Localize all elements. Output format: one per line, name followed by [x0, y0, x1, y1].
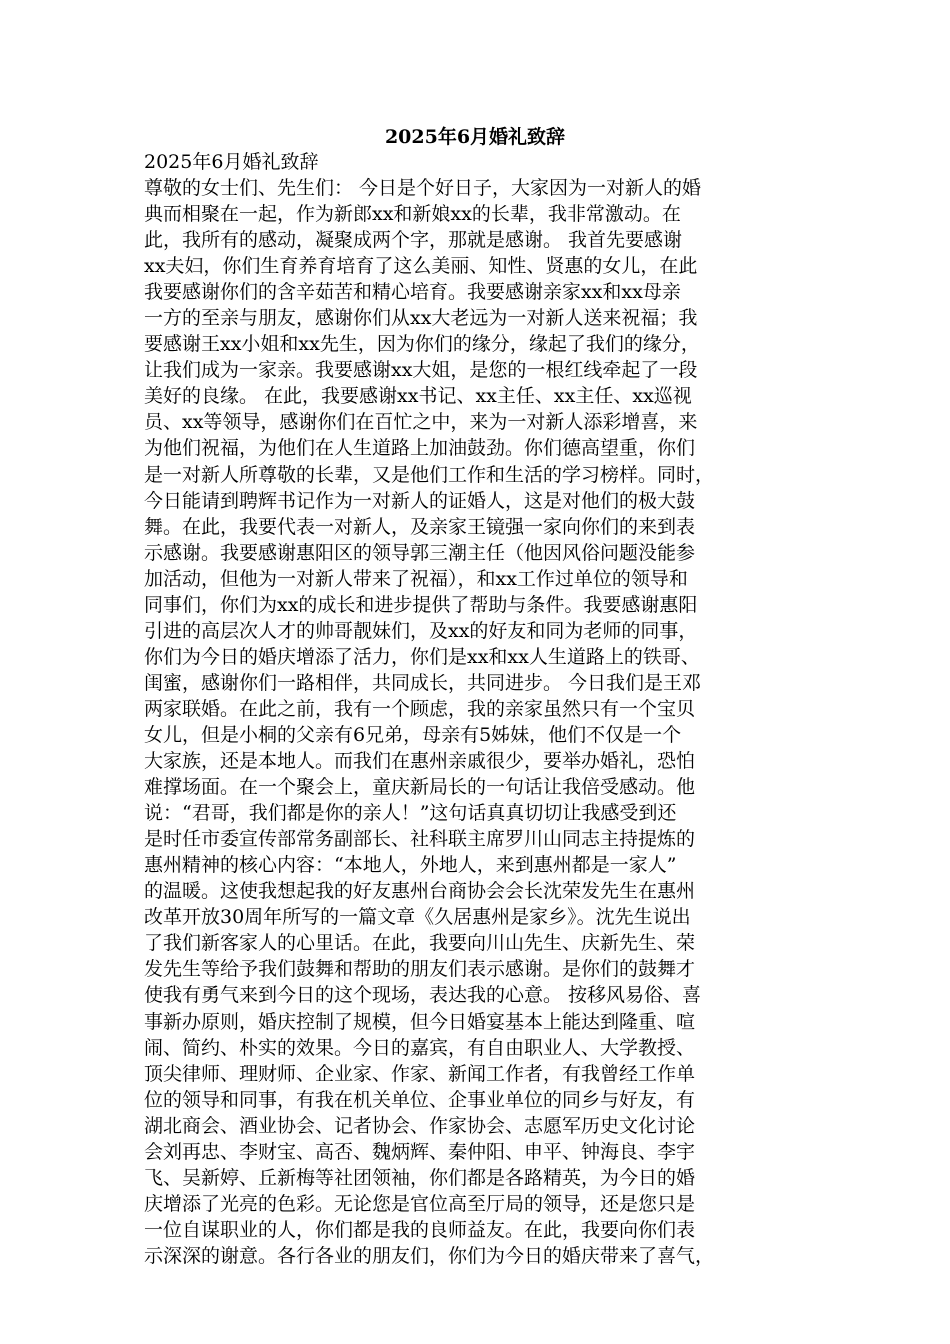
- body-line: 事新办原则，婚庆控制了规模，但今日婚宴基本上能达到隆重、喧: [144, 1010, 696, 1033]
- body-line: 你们为今日的婚庆增添了活力，你们是xx和xx人生道路上的铁哥、: [144, 645, 700, 668]
- body-line: 此，我所有的感动，凝聚成两个字，那就是感谢。 我首先要感谢: [144, 229, 683, 252]
- body-line: 加活动，但他为一对新人带来了祝福），和xx工作过单位的领导和: [144, 567, 688, 590]
- body-line: 舞。在此，我要代表一对新人，及亲家王镜强一家向你们的来到表: [144, 515, 696, 538]
- body-line: 让我们成为一家亲。我要感谢xx大姐，是您的一根红线牵起了一段: [144, 359, 698, 382]
- body-line: 同事们，你们为xx的成长和进步提供了帮助与条件。我要感谢惠阳: [144, 593, 698, 616]
- body-line: 湖北商会、酒业协会、记者协会、作家协会、志愿军历史文化讨论: [144, 1114, 696, 1137]
- body-line: 改革开放30周年所写的一篇文章《久居惠州是家乡》。沈先生说出: [144, 906, 691, 929]
- body-line: 飞、吴新婷、丘新梅等社团领袖，你们都是各路精英，为今日的婚: [144, 1166, 696, 1189]
- body-line: 使我有勇气来到今日的这个现场，表达我的心意。 按移风易俗、喜: [144, 984, 702, 1007]
- body-line: 员、xx等领导，感谢你们在百忙之中，来为一对新人添彩增喜，来: [144, 411, 698, 434]
- body-line: 是时任市委宣传部常务副部长、社科联主席罗川山同志主持提炼的: [144, 828, 696, 851]
- body-line: 闹、简约、朴实的效果。今日的嘉宾，有自由职业人、大学教授、: [144, 1036, 696, 1059]
- body-line: 的温暖。这使我想起我的好友惠州台商协会会长沈荣发先生在惠州: [144, 880, 696, 903]
- body-line: 难撑场面。在一个聚会上，童庆新局长的一句话让我倍受感动。他: [144, 776, 696, 799]
- body-line: 一位自谋职业的人，你们都是我的良师益友。在此，我要向你们表: [144, 1218, 696, 1241]
- body-line: 示深深的谢意。各行各业的朋友们，你们为今日的婚庆带来了喜气，: [144, 1244, 715, 1267]
- document-body: [144, 175, 806, 1269]
- body-line: 引进的高层次人才的帅哥靓妹们，及xx的好友和同为老师的同事，: [144, 619, 698, 642]
- body-line: 大家族，还是本地人。而我们在惠州亲戚很少，要举办婚礼，恐怕: [144, 750, 696, 773]
- body-line: 示感谢。我要感谢惠阳区的领导郭三潮主任（他因风俗问题没能参: [144, 541, 696, 564]
- body-line: 发先生等给予我们鼓舞和帮助的朋友们表示感谢。是你们的鼓舞才: [144, 958, 696, 981]
- body-line: 女儿，但是小桐的父亲有6兄弟，母亲有5姊妹，他们不仅是一个: [144, 723, 682, 746]
- body-line: 了我们新客家人的心里话。在此，我要向川山先生、庆新先生、荣: [144, 932, 696, 955]
- body-line: 尊敬的女士们、先生们： 今日是个好日子，大家因为一对新人的婚: [144, 177, 702, 199]
- body-line: 说：“君哥，我们都是你的亲人！”这句话真真切切让我感受到还: [144, 802, 677, 825]
- body-line: 是一对新人所尊敬的长辈，又是他们工作和生活的学习榜样。同时，: [144, 463, 715, 486]
- body-line: 一方的至亲与朋友，感谢你们从xx大老远为一对新人送来祝福；我: [144, 307, 698, 330]
- body-line: 会刘再忠、李财宝、高否、魏炳辉、秦仲阳、申平、钟海良、李宇: [144, 1140, 696, 1163]
- body-line: 顶尖律师、理财师、企业家、作家、新闻工作者，有我曾经工作单: [144, 1062, 696, 1085]
- document-title: 2025年6月婚礼致辞: [384, 126, 566, 148]
- body-line: 闺蜜，感谢你们一路相伴，共同成长，共同进步。 今日我们是王邓: [144, 671, 702, 694]
- body-line: 典而相聚在一起，作为新郎xx和新娘xx的长辈，我非常激动。在: [144, 203, 681, 226]
- body-line: 位的领导和同事，有我在机关单位、企事业单位的同乡与好友，有: [144, 1088, 696, 1111]
- body-line: 庆增添了光亮的色彩。无论您是官位高至厅局的领导，还是您只是: [144, 1192, 696, 1215]
- body-line: 为他们祝福，为他们在人生道路上加油鼓劲。你们德高望重，你们: [144, 437, 696, 460]
- body-line: 两家联婚。在此之前，我有一个顾虑，我的亲家虽然只有一个宝贝: [144, 697, 696, 720]
- document-subtitle: 2025年6月婚礼致辞: [144, 151, 319, 173]
- body-line: 我要感谢你们的含辛茹苦和精心培育。我要感谢亲家xx和xx母亲: [144, 281, 681, 304]
- body-line: xx夫妇，你们生育养育培育了这么美丽、知性、贤惠的女儿，在此: [144, 255, 698, 278]
- body-line: 今日能请到聘辉书记作为一对新人的证婚人，这是对他们的极大鼓: [144, 489, 696, 512]
- body-line: 要感谢王xx小姐和xx先生，因为你们的缘分，缘起了我们的缘分，: [144, 333, 700, 356]
- body-line: 美好的良缘。 在此，我要感谢xx书记、xx主任、xx主任、xx巡视: [144, 385, 692, 408]
- body-line: 惠州精神的核心内容：“本地人，外地人，来到惠州都是一家人”: [144, 854, 677, 877]
